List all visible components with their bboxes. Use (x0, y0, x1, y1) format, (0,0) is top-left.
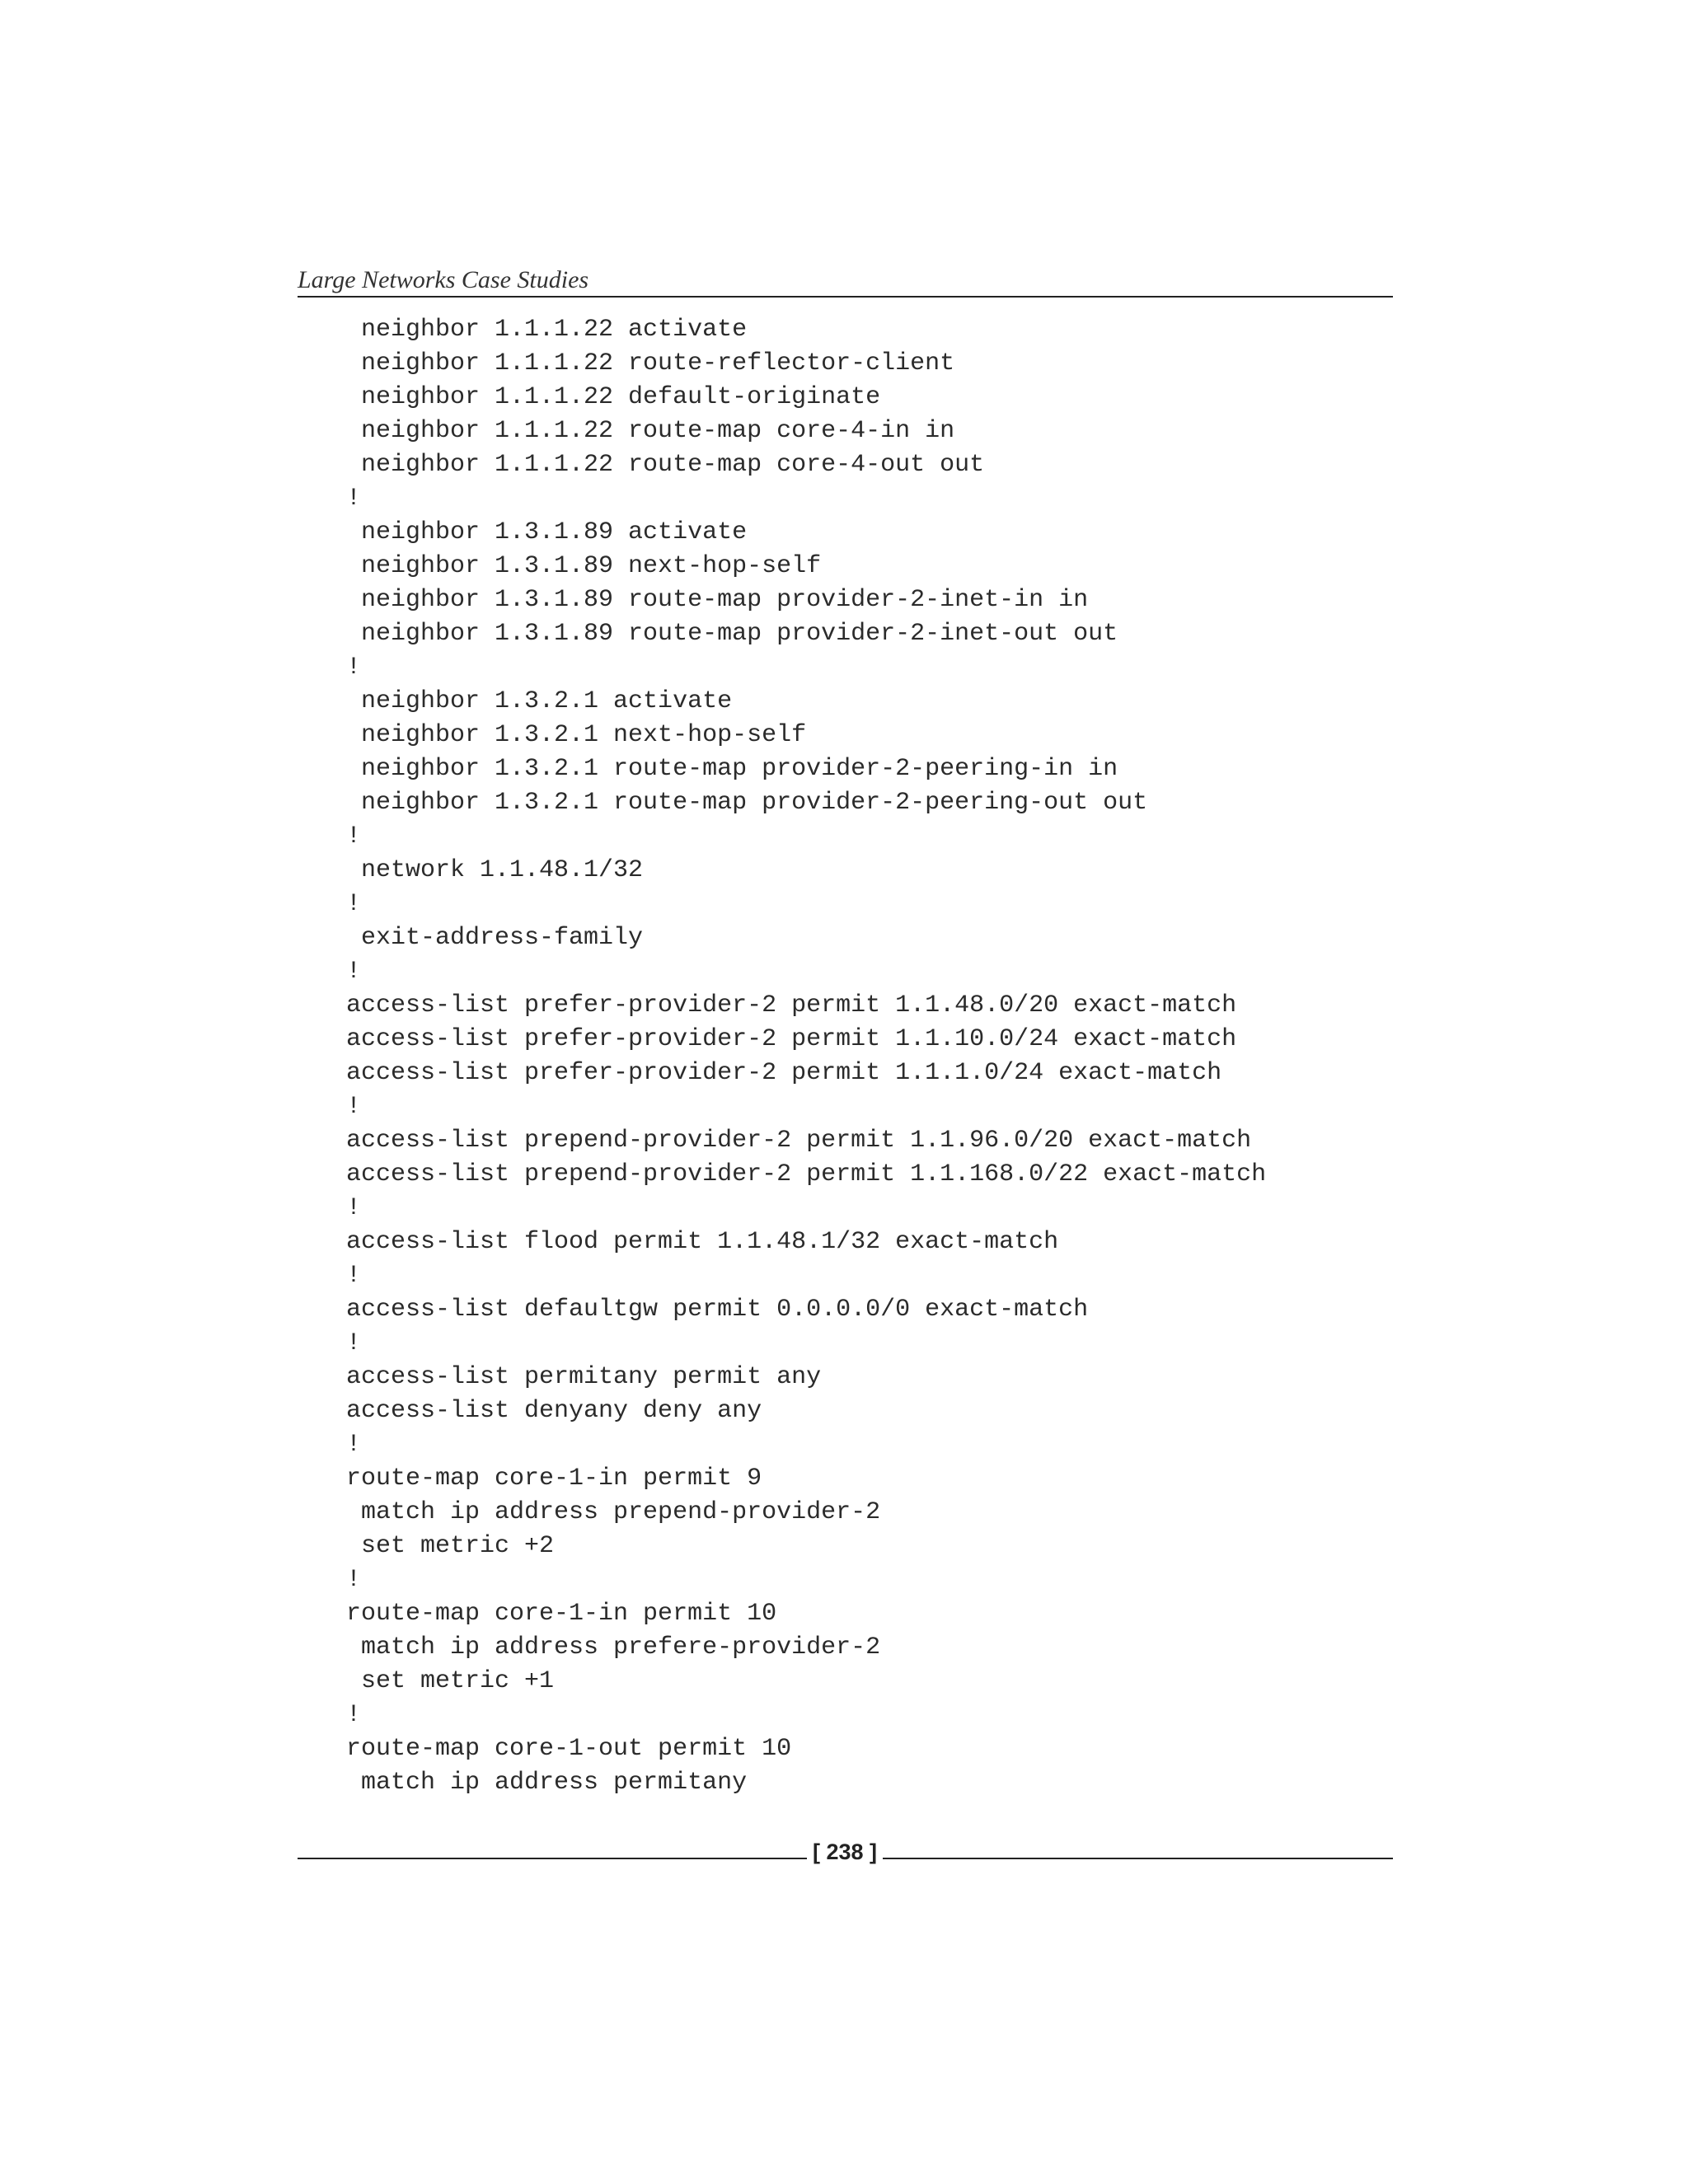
code-line: route-map core-1-in permit 9 (346, 1465, 762, 1493)
code-line: exit-address-family (346, 924, 644, 952)
code-line: neighbor 1.3.2.1 activate (346, 687, 733, 715)
code-line: neighbor 1.3.1.89 next-hop-self (346, 552, 822, 580)
code-line: access-list prefer-provider-2 permit 1.1.48.0/20 exact-match (346, 991, 1237, 1019)
code-line: ! (346, 654, 362, 682)
code-line: ! (346, 1701, 362, 1729)
code-line: ! (346, 1262, 362, 1290)
code-line: ! (346, 890, 362, 918)
code-listing (346, 313, 1385, 1800)
code-line: neighbor 1.3.1.89 route-map provider-2-inet-out out (346, 620, 1118, 648)
page-number: [ 238 ] (812, 1840, 878, 1864)
code-line: ! (346, 958, 362, 986)
code-line: match ip address prepend-provider-2 (346, 1498, 881, 1526)
code-line: access-list prepend-provider-2 permit 1.1.168.0/22 exact-match (346, 1160, 1267, 1188)
code-line: neighbor 1.3.2.1 route-map provider-2-peering-out out (346, 789, 1148, 817)
code-line: ! (346, 1194, 362, 1222)
code-line: set metric +1 (346, 1667, 555, 1695)
code-line: access-list prefer-provider-2 permit 1.1.1.0/24 exact-match (346, 1059, 1222, 1087)
code-line: ! (346, 1566, 362, 1594)
footer-rule-left (298, 1858, 807, 1859)
page-footer (298, 1838, 1393, 1879)
code-line: access-list prepend-provider-2 permit 1.1.96.0/20 exact-match (346, 1127, 1252, 1155)
code-line: neighbor 1.3.1.89 activate (346, 518, 748, 546)
code-line: ! (346, 485, 362, 513)
code-line: access-list permitany permit any (346, 1363, 822, 1391)
code-line: access-list defaultgw permit 0.0.0.0/0 exact-match (346, 1296, 1089, 1324)
code-line: neighbor 1.1.1.22 activate (346, 316, 748, 344)
code-line: access-list prefer-provider-2 permit 1.1.10.0/24 exact-match (346, 1025, 1237, 1053)
code-line: route-map core-1-in permit 10 (346, 1600, 777, 1628)
code-line: match ip address prefere-provider-2 (346, 1633, 881, 1661)
code-line: neighbor 1.3.2.1 next-hop-self (346, 721, 807, 749)
code-line: neighbor 1.3.2.1 route-map provider-2-peering-in in (346, 755, 1118, 783)
code-line: ! (346, 1431, 362, 1459)
code-line: neighbor 1.3.1.89 route-map provider-2-inet-in in (346, 586, 1089, 614)
code-line: network 1.1.48.1/32 (346, 856, 644, 884)
code-line: access-list denyany deny any (346, 1397, 762, 1425)
code-line: neighbor 1.1.1.22 default-originate (346, 383, 881, 411)
code-line: route-map core-1-out permit 10 (346, 1735, 792, 1763)
footer-rule-right (883, 1858, 1393, 1859)
code-line: neighbor 1.1.1.22 route-reflector-client (346, 349, 955, 377)
code-line: ! (346, 1093, 362, 1121)
page-header (298, 256, 1393, 298)
code-line: neighbor 1.1.1.22 route-map core-4-in in (346, 417, 955, 445)
code-line: neighbor 1.1.1.22 route-map core-4-out out (346, 451, 985, 479)
code-line: ! (346, 1329, 362, 1357)
code-line: set metric +2 (346, 1532, 555, 1560)
header-title: Large Networks Case Studies (298, 266, 589, 293)
code-line: ! (346, 823, 362, 851)
code-line: access-list flood permit 1.1.48.1/32 exact-match (346, 1228, 1059, 1256)
code-line: match ip address permitany (346, 1769, 748, 1797)
